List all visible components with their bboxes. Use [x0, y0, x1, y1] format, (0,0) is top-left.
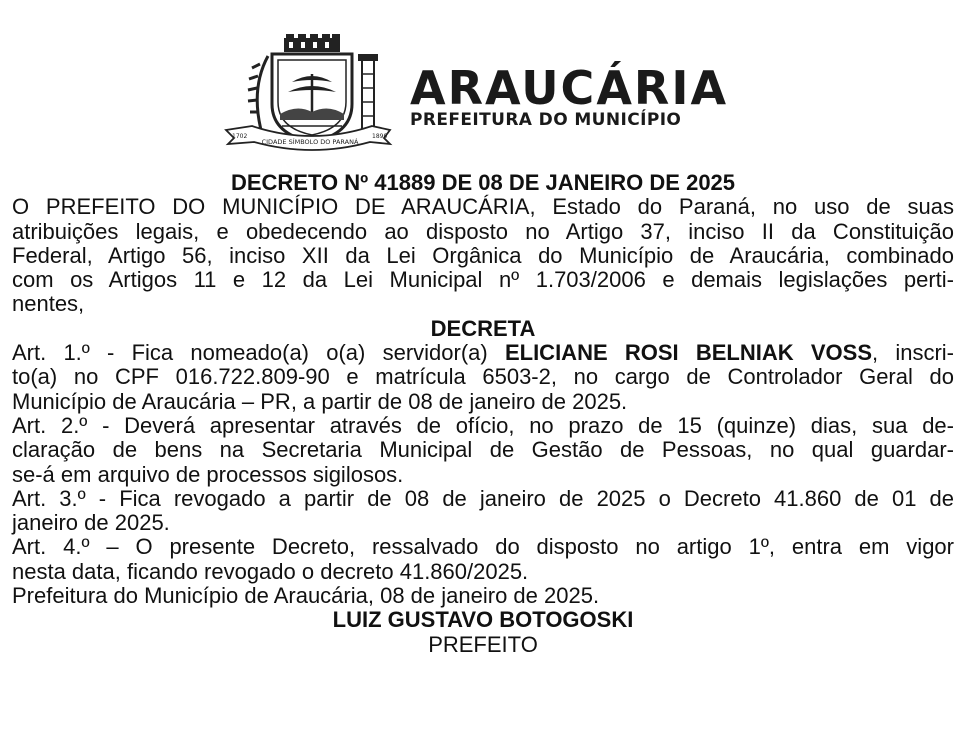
- preamble-line: O PREFEITO DO MUNICÍPIO DE ARAUCÁRIA, Estado do Paraná, no uso de suas: [12, 194, 954, 220]
- article-1-line: Município de Araucária – PR, a partir de 08 de janeiro de 2025.: [12, 388, 628, 414]
- article-4: [12, 535, 954, 584]
- preamble-line: atribuições legais, e obedecendo ao disposto no Artigo 37, inciso II da Constituição: [12, 218, 954, 244]
- seal-year-left: 1702: [232, 133, 248, 140]
- article-3: [12, 487, 954, 536]
- article-1: [12, 341, 954, 414]
- decreta-heading: DECRETA: [430, 315, 536, 341]
- appointee-name: ELICIANE ROSI BELNIAK VOSS: [504, 340, 872, 366]
- municipal-coat-of-arms-icon: [222, 34, 394, 152]
- preamble-line: Federal, Artigo 56, inciso XII da Lei Orgânica do Município de Araucária, combinado: [12, 242, 954, 268]
- prefecture-subtitle: PREFEITURA DO MUNICÍPIO: [410, 110, 682, 130]
- article-1-line: to(a) no CPF 016.722.809-90 e matrícula 6503-2, no cargo de Controlador Geral do: [12, 364, 954, 390]
- brand-block: [410, 61, 729, 130]
- closing-line: Prefeitura do Município de Araucária, 08 de janeiro de 2025.: [12, 583, 600, 609]
- decree-body: [12, 171, 954, 657]
- signer-name: LUIZ GUSTAVO BOTOGOSKI: [332, 607, 634, 633]
- article-2: [12, 414, 954, 487]
- city-name: ARAUCÁRIA: [410, 61, 729, 115]
- article-1-line: [12, 341, 954, 365]
- seal-year-right: 1890: [372, 133, 388, 140]
- article-3-line: Art. 3.º - Fica revogado a partir de 08 de janeiro de 2025 o Decreto 41.860 de 01 de: [12, 485, 954, 511]
- article-3-line: janeiro de 2025.: [12, 510, 170, 536]
- preamble-line: com os Artigos 11 e 12 da Lei Municipal nº 1.703/2006 e demais legislações perti-: [12, 267, 954, 293]
- preamble-line: nentes,: [12, 291, 85, 317]
- seal-banner: CIDADE SÍMBOLO DO PARANÁ: [261, 138, 359, 146]
- article-1-suffix: , inscri-: [872, 340, 954, 366]
- article-4-line: nesta data, ficando revogado o decreto 41.860/2025.: [12, 558, 529, 584]
- article-2-line: claração de bens na Secretaria Municipal de Gestão de Pessoas, no qual guardar-: [12, 437, 954, 463]
- article-4-line: Art. 4.º – O presente Decreto, ressalvado do disposto no artigo 1º, entra em vigor: [12, 534, 954, 560]
- letterhead: [0, 0, 968, 160]
- decree-title: DECRETO Nº 41889 DE 08 DE JANEIRO DE 2025: [230, 170, 736, 195]
- article-2-line: Art. 2.º - Deverá apresentar através de ofício, no prazo de 15 (quinze) dias, sua de-: [12, 412, 954, 438]
- preamble: [12, 195, 954, 316]
- article-2-line: se-á em arquivo de processos sigilosos.: [12, 461, 404, 487]
- signer-title: PREFEITO: [428, 631, 538, 657]
- article-1-prefix: Art. 1.º - Fica nomeado(a) o(a) servidor(a): [12, 340, 505, 366]
